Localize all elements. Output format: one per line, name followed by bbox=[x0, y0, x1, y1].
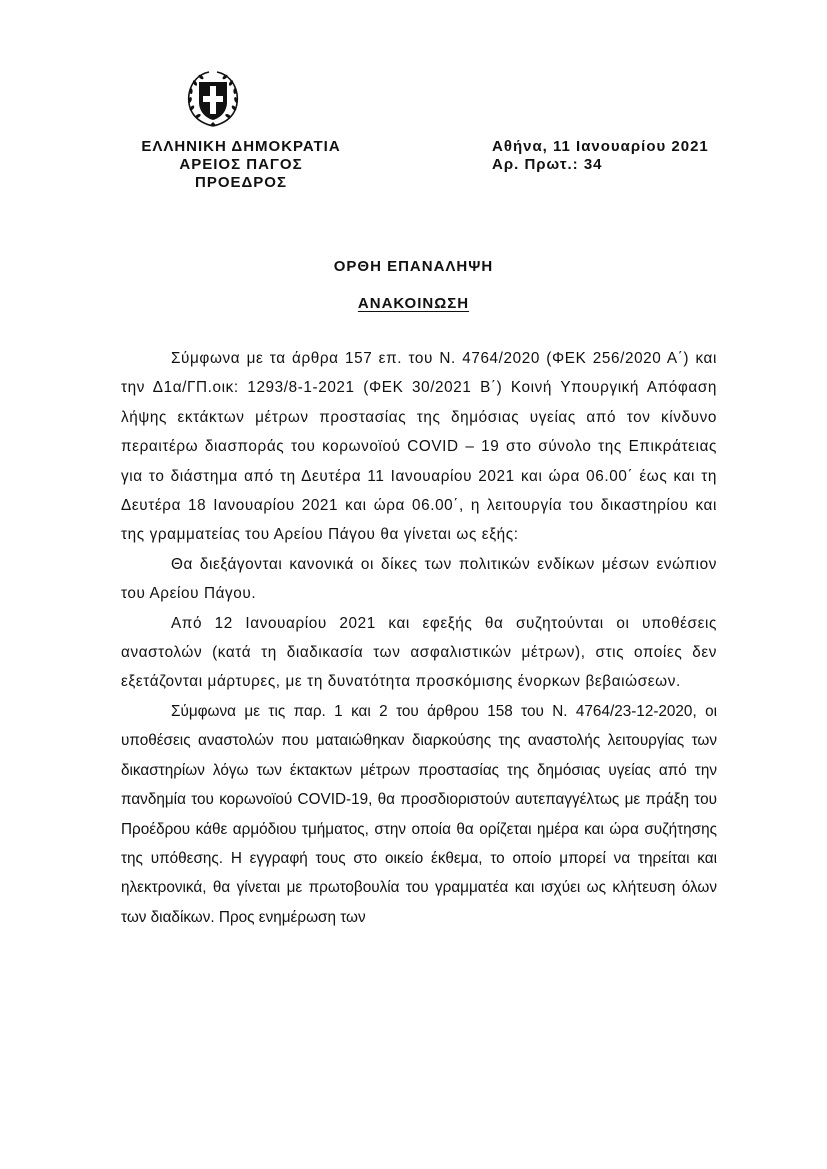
issuer-country: ΕΛΛΗΝΙΚΗ ΔΗΜΟΚΡΑΤΙΑ bbox=[141, 138, 341, 155]
issuer-office: ΠΡΟΕΔΡΟΣ bbox=[195, 174, 287, 191]
announcement-body bbox=[121, 344, 717, 932]
issuer-court: ΑΡΕΙΟΣ ΠΑΓΟΣ bbox=[179, 156, 303, 173]
announcement-heading: ΑΝΑΚΟΙΝΩΣΗ bbox=[357, 295, 470, 312]
paragraph: Σύμφωνα με τις παρ. 1 και 2 του άρθρου 158 του Ν. 4764/23-12-2020, οι υποθέσεις αναστολών που ματαιώθηκαν διαρκούσης της αναστολής λειτουργίας των δικαστηρίων λόγω των έκτακτων μέτρων προστασίας της δημόσιας υγείας από την πανδημία του κορωνοϊού COVID-19, θα προσδιοριστούν αυτεπαγγέλτως με πράξη του Προέδρου κάθε αρμόδιου τμήματος, στην οποία θα ορίζεται ημέρα και ώρα συζήτησης της υπόθεσης. Η εγγραφή τους στο οικείο έκθεμα, το οποίο μπορεί να τηρείται και ηλεκτρονικά, θα γίνεται με πρωτοβουλία του γραμματέα και ισχύει ως κλήτευση όλων των διαδίκων. Προς ενημέρωση των bbox=[121, 702, 717, 926]
paragraph: Θα διεξάγονται κανονικά οι δίκες των πολιτικών ενδίκων μέσων ενώπιον του Αρείου Πάγου. bbox=[121, 555, 717, 603]
correction-heading: ΟΡΘΗ ΕΠΑΝΑΛΗΨΗ bbox=[333, 258, 494, 275]
issuer-block bbox=[118, 138, 364, 192]
protocol-number: Αρ. Πρωτ.: 34 bbox=[492, 156, 603, 173]
greek-coat-of-arms-icon bbox=[183, 68, 243, 130]
document-meta bbox=[492, 138, 762, 174]
paragraph: Από 12 Ιανουαρίου 2021 και εφεξής θα συζητούνται οι υποθέσεις αναστολών (κατά τη διαδικασία των ασφαλιστικών μέτρων), στις οποίες δεν εξετάζονται μάρτυρες, με τη δυνατότητα προσκόμισης ένορκων βεβαιώσεων. bbox=[121, 614, 717, 691]
document-date: Αθήνα, 11 Ιανουαρίου 2021 bbox=[492, 138, 709, 155]
paragraph: Σύμφωνα με τα άρθρα 157 επ. του Ν. 4764/2020 (ΦΕΚ 256/2020 Α΄) και την Δ1α/ΓΠ.οικ: 1293/8-1-2021 (ΦΕΚ 30/2021 Β΄) Κοινή Υπουργική Απόφαση λήψης εκτάκτων μέτρων προστασίας της δημόσιας υγείας από τον κίνδυνο περαιτέρω διασποράς του κορωνοϊού COVID – 19 στο σύνολο της Επικράτειας για το διάστημα από τη Δευτέρα 11 Ιανουαρίου 2021 και ώρα 06.00΄ έως και τη Δευτέρα 18 Ιανουαρίου 2021 και ώρα 06.00΄, η λειτουργία του δικαστηρίου και της γραμματείας του Αρείου Πάγου θα γίνεται ως εξής: bbox=[121, 350, 717, 544]
